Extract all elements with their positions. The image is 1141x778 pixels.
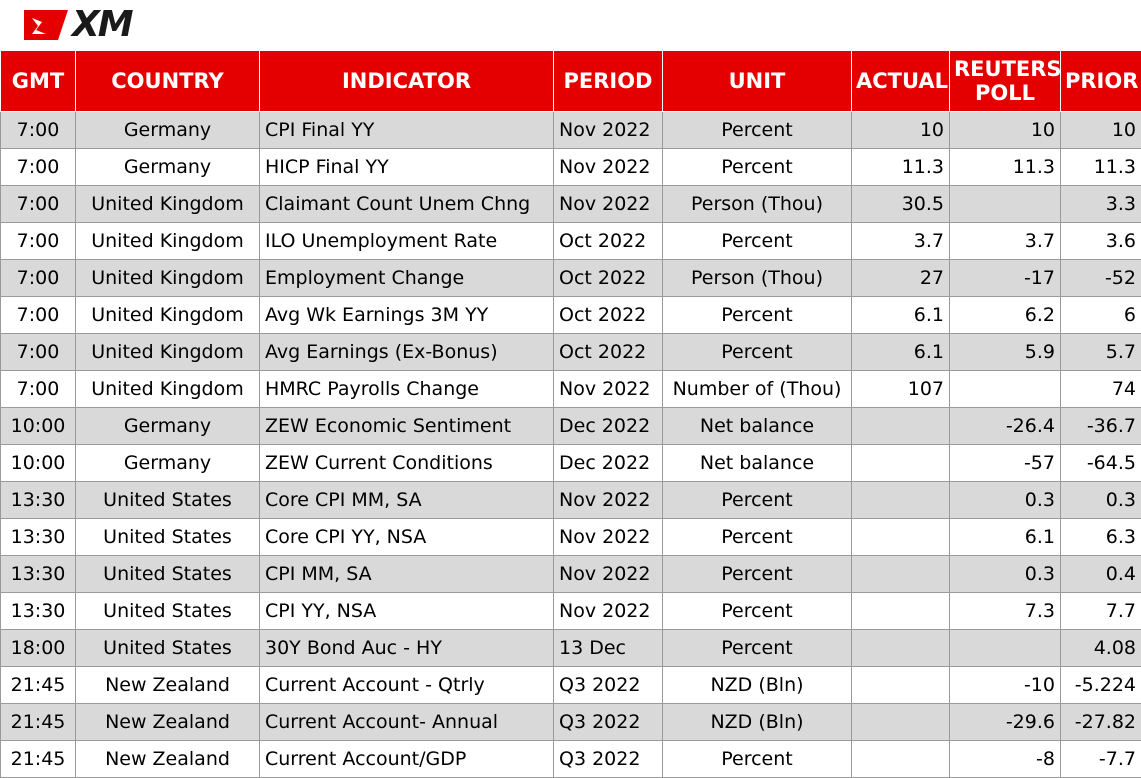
- table-body: [1, 112, 1141, 778]
- economic-calendar-table: [0, 50, 1141, 778]
- cell-reuters-poll: 10: [950, 112, 1061, 149]
- header-gmt: GMT: [1, 51, 76, 112]
- cell-country: New Zealand: [76, 667, 260, 704]
- table-row: [1, 297, 1141, 334]
- cell-prior: -64.5: [1061, 445, 1141, 482]
- cell-indicator: Avg Wk Earnings 3M YY: [260, 297, 554, 334]
- cell-gmt: 10:00: [1, 408, 76, 445]
- cell-gmt: 13:30: [1, 519, 76, 556]
- cell-gmt: 7:00: [1, 186, 76, 223]
- cell-period: Q3 2022: [554, 704, 663, 741]
- cell-gmt: 7:00: [1, 260, 76, 297]
- cell-unit: NZD (Bln): [663, 704, 852, 741]
- cell-prior: -27.82: [1061, 704, 1141, 741]
- cell-indicator: ZEW Economic Sentiment: [260, 408, 554, 445]
- cell-indicator: Current Account- Annual: [260, 704, 554, 741]
- table-row: [1, 519, 1141, 556]
- cell-unit: Percent: [663, 334, 852, 371]
- cell-prior: 4.08: [1061, 630, 1141, 667]
- cell-period: Nov 2022: [554, 593, 663, 630]
- cell-reuters-poll: 5.9: [950, 334, 1061, 371]
- cell-indicator: Avg Earnings (Ex-Bonus): [260, 334, 554, 371]
- cell-reuters-poll: -57: [950, 445, 1061, 482]
- cell-period: Q3 2022: [554, 741, 663, 778]
- cell-actual: [852, 667, 950, 704]
- cell-unit: Person (Thou): [663, 260, 852, 297]
- table-row: [1, 408, 1141, 445]
- cell-prior: -7.7: [1061, 741, 1141, 778]
- cell-indicator: Claimant Count Unem Chng: [260, 186, 554, 223]
- table-row: [1, 593, 1141, 630]
- cell-actual: [852, 556, 950, 593]
- cell-reuters-poll: [950, 371, 1061, 408]
- table-header-row: [1, 51, 1141, 112]
- header-period: PERIOD: [554, 51, 663, 112]
- cell-prior: -52: [1061, 260, 1141, 297]
- cell-gmt: 13:30: [1, 482, 76, 519]
- cell-prior: 74: [1061, 371, 1141, 408]
- xm-logo: [22, 6, 132, 44]
- cell-country: United Kingdom: [76, 334, 260, 371]
- cell-unit: Number of (Thou): [663, 371, 852, 408]
- cell-prior: 5.7: [1061, 334, 1141, 371]
- cell-reuters-poll: -26.4: [950, 408, 1061, 445]
- cell-gmt: 13:30: [1, 556, 76, 593]
- cell-actual: 10: [852, 112, 950, 149]
- table-row: [1, 556, 1141, 593]
- cell-actual: [852, 482, 950, 519]
- cell-prior: 11.3: [1061, 149, 1141, 186]
- cell-actual: [852, 408, 950, 445]
- cell-unit: Percent: [663, 741, 852, 778]
- cell-period: Dec 2022: [554, 445, 663, 482]
- cell-unit: Percent: [663, 630, 852, 667]
- cell-prior: 0.3: [1061, 482, 1141, 519]
- cell-actual: 6.1: [852, 334, 950, 371]
- cell-prior: 6.3: [1061, 519, 1141, 556]
- cell-prior: -36.7: [1061, 408, 1141, 445]
- cell-period: Nov 2022: [554, 112, 663, 149]
- cell-gmt: 7:00: [1, 371, 76, 408]
- cell-unit: Percent: [663, 297, 852, 334]
- cell-indicator: HICP Final YY: [260, 149, 554, 186]
- cell-country: United States: [76, 556, 260, 593]
- header-reuters-poll-line1: REUTERS: [954, 57, 1062, 81]
- cell-reuters-poll: -17: [950, 260, 1061, 297]
- table-row: [1, 186, 1141, 223]
- cell-period: Dec 2022: [554, 408, 663, 445]
- cell-gmt: 7:00: [1, 223, 76, 260]
- cell-gmt: 21:45: [1, 704, 76, 741]
- cell-unit: NZD (Bln): [663, 667, 852, 704]
- cell-country: United States: [76, 519, 260, 556]
- header-actual: ACTUAL: [852, 51, 950, 112]
- header-unit: UNIT: [663, 51, 852, 112]
- header-reuters-poll: [950, 51, 1061, 112]
- cell-country: Germany: [76, 445, 260, 482]
- cell-unit: Percent: [663, 593, 852, 630]
- cell-indicator: Current Account/GDP: [260, 741, 554, 778]
- cell-indicator: ILO Unemployment Rate: [260, 223, 554, 260]
- table-row: [1, 445, 1141, 482]
- table-row: [1, 482, 1141, 519]
- cell-indicator: ZEW Current Conditions: [260, 445, 554, 482]
- cell-indicator: Employment Change: [260, 260, 554, 297]
- cell-indicator: Current Account - Qtrly: [260, 667, 554, 704]
- cell-prior: 7.7: [1061, 593, 1141, 630]
- cell-unit: Net balance: [663, 445, 852, 482]
- cell-country: United States: [76, 630, 260, 667]
- cell-actual: 11.3: [852, 149, 950, 186]
- cell-country: Germany: [76, 149, 260, 186]
- cell-gmt: 13:30: [1, 593, 76, 630]
- cell-country: United States: [76, 482, 260, 519]
- cell-country: United Kingdom: [76, 186, 260, 223]
- cell-country: New Zealand: [76, 704, 260, 741]
- header-reuters-poll-line2: POLL: [974, 81, 1035, 105]
- cell-actual: 30.5: [852, 186, 950, 223]
- cell-gmt: 18:00: [1, 630, 76, 667]
- cell-period: Q3 2022: [554, 667, 663, 704]
- cell-actual: [852, 445, 950, 482]
- cell-unit: Percent: [663, 223, 852, 260]
- cell-prior: 0.4: [1061, 556, 1141, 593]
- cell-period: Oct 2022: [554, 260, 663, 297]
- cell-period: Nov 2022: [554, 371, 663, 408]
- cell-reuters-poll: 0.3: [950, 556, 1061, 593]
- cell-indicator: Core CPI MM, SA: [260, 482, 554, 519]
- table-row: [1, 334, 1141, 371]
- table-row: [1, 223, 1141, 260]
- cell-indicator: CPI YY, NSA: [260, 593, 554, 630]
- cell-gmt: 10:00: [1, 445, 76, 482]
- cell-actual: [852, 630, 950, 667]
- cell-actual: [852, 704, 950, 741]
- header-prior: PRIOR: [1061, 51, 1141, 112]
- cell-gmt: 21:45: [1, 741, 76, 778]
- cell-period: Oct 2022: [554, 223, 663, 260]
- cell-unit: Percent: [663, 519, 852, 556]
- cell-country: United Kingdom: [76, 297, 260, 334]
- cell-country: Germany: [76, 408, 260, 445]
- table-row: [1, 371, 1141, 408]
- cell-actual: [852, 519, 950, 556]
- cell-reuters-poll: [950, 630, 1061, 667]
- cell-country: Germany: [76, 112, 260, 149]
- cell-period: Oct 2022: [554, 334, 663, 371]
- cell-actual: [852, 593, 950, 630]
- table-row: [1, 260, 1141, 297]
- brand-name: XM: [72, 4, 132, 45]
- cell-country: United Kingdom: [76, 371, 260, 408]
- cell-indicator: CPI MM, SA: [260, 556, 554, 593]
- cell-gmt: 7:00: [1, 297, 76, 334]
- cell-indicator: Core CPI YY, NSA: [260, 519, 554, 556]
- cell-actual: 27: [852, 260, 950, 297]
- cell-unit: Percent: [663, 149, 852, 186]
- cell-period: Nov 2022: [554, 149, 663, 186]
- cell-reuters-poll: 6.1: [950, 519, 1061, 556]
- cell-period: Oct 2022: [554, 297, 663, 334]
- table-row: [1, 741, 1141, 778]
- cell-prior: 3.3: [1061, 186, 1141, 223]
- cell-gmt: 7:00: [1, 112, 76, 149]
- cell-reuters-poll: 7.3: [950, 593, 1061, 630]
- cell-prior: -5.224: [1061, 667, 1141, 704]
- cell-indicator: HMRC Payrolls Change: [260, 371, 554, 408]
- table-row: [1, 630, 1141, 667]
- cell-period: 13 Dec: [554, 630, 663, 667]
- cell-actual: 107: [852, 371, 950, 408]
- cell-indicator: 30Y Bond Auc - HY: [260, 630, 554, 667]
- logo-bar: [0, 0, 1141, 50]
- table-row: [1, 112, 1141, 149]
- cell-reuters-poll: -29.6: [950, 704, 1061, 741]
- cell-reuters-poll: [950, 186, 1061, 223]
- table-row: [1, 149, 1141, 186]
- cell-actual: 3.7: [852, 223, 950, 260]
- cell-prior: 10: [1061, 112, 1141, 149]
- header-country: COUNTRY: [76, 51, 260, 112]
- cell-unit: Percent: [663, 482, 852, 519]
- cell-country: United Kingdom: [76, 223, 260, 260]
- cell-reuters-poll: 11.3: [950, 149, 1061, 186]
- cell-unit: Percent: [663, 556, 852, 593]
- cell-period: Nov 2022: [554, 482, 663, 519]
- cell-prior: 3.6: [1061, 223, 1141, 260]
- cell-prior: 6: [1061, 297, 1141, 334]
- xm-logo-icon: [22, 8, 70, 42]
- cell-actual: [852, 741, 950, 778]
- cell-country: United States: [76, 593, 260, 630]
- cell-unit: Percent: [663, 112, 852, 149]
- cell-period: Nov 2022: [554, 556, 663, 593]
- cell-country: New Zealand: [76, 741, 260, 778]
- cell-period: Nov 2022: [554, 519, 663, 556]
- header-indicator: INDICATOR: [260, 51, 554, 112]
- cell-gmt: 7:00: [1, 334, 76, 371]
- cell-unit: Net balance: [663, 408, 852, 445]
- cell-reuters-poll: -8: [950, 741, 1061, 778]
- cell-gmt: 21:45: [1, 667, 76, 704]
- cell-indicator: CPI Final YY: [260, 112, 554, 149]
- cell-gmt: 7:00: [1, 149, 76, 186]
- cell-reuters-poll: 0.3: [950, 482, 1061, 519]
- cell-reuters-poll: 3.7: [950, 223, 1061, 260]
- cell-unit: Person (Thou): [663, 186, 852, 223]
- cell-reuters-poll: -10: [950, 667, 1061, 704]
- cell-actual: 6.1: [852, 297, 950, 334]
- table-row: [1, 667, 1141, 704]
- cell-period: Nov 2022: [554, 186, 663, 223]
- cell-country: United Kingdom: [76, 260, 260, 297]
- cell-reuters-poll: 6.2: [950, 297, 1061, 334]
- table-row: [1, 704, 1141, 741]
